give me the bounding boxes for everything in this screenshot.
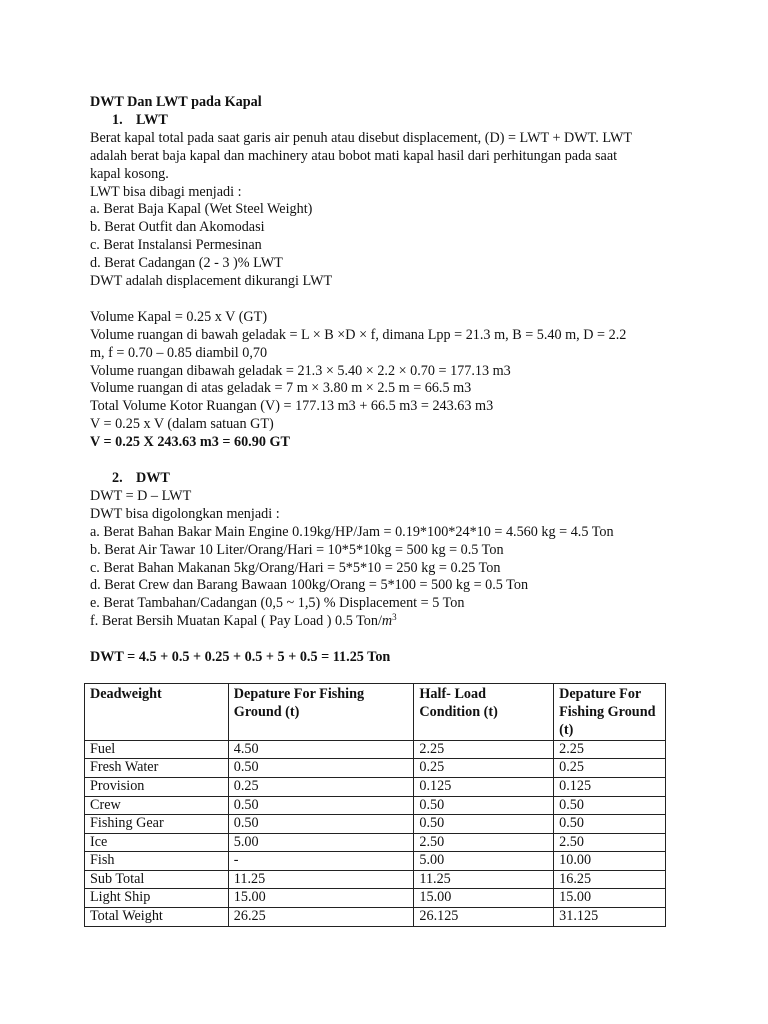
table-row	[85, 759, 666, 778]
table-cell: 11.25	[414, 870, 554, 889]
table-row	[85, 777, 666, 796]
table-header-cell: Half- Load Condition (t)	[414, 684, 554, 741]
table-header-cell: Depature For Fishing Ground (t)	[228, 684, 414, 741]
table-cell: 5.00	[414, 852, 554, 871]
table-cell: 31.125	[554, 908, 666, 927]
volume-result: V = 0.25 X 243.63 m3 = 60.90 GT	[90, 434, 290, 451]
table-cell: Total Weight	[85, 908, 229, 927]
dwt-list-item-f	[90, 613, 690, 631]
dwt-list-item: c. Berat Bahan Makanan 5kg/Orang/Hari = 5*5*10 = 250 kg = 0.25 Ton	[90, 559, 501, 576]
dwt-definition: DWT adalah displacement dikurangi LWT	[90, 273, 333, 290]
table-cell: 2.25	[554, 740, 666, 759]
table-cell: Fishing Gear	[85, 815, 229, 834]
table-cell: Fuel	[85, 740, 229, 759]
deadweight-table	[84, 683, 666, 927]
section-2-number: 2.	[112, 470, 123, 486]
lwt-list-item: d. Berat Cadangan (2 - 3 )% LWT	[90, 255, 283, 272]
table-cell: 10.00	[554, 852, 666, 871]
table-cell: 16.25	[554, 870, 666, 889]
dwt-formula: DWT = D – LWT	[90, 487, 192, 504]
table-cell: 0.50	[228, 796, 414, 815]
spacer	[90, 452, 690, 470]
table-cell: 0.125	[554, 777, 666, 796]
dwt-item-f-exponent: 3	[392, 612, 397, 623]
section-1-heading	[90, 112, 690, 130]
lwt-paragraph-line: kapal kosong.	[90, 165, 169, 182]
lwt-paragraph-line: Berat kapal total pada saat garis air penuh atau disebut displacement, (D) = LWT + DWT. LWT	[90, 129, 633, 146]
document-title: DWT Dan LWT pada Kapal	[90, 94, 262, 110]
table-cell: 0.50	[228, 815, 414, 834]
table-cell: 4.50	[228, 740, 414, 759]
table-cell: 15.00	[228, 889, 414, 908]
table-cell: 2.25	[414, 740, 554, 759]
dwt-item-f-unit: m	[381, 613, 393, 630]
volume-line: Volume ruangan di bawah geladak = L × B ×D × f, dimana Lpp = 21.3 m, B = 5.40 m, D = 2.2	[90, 326, 627, 343]
table-cell: 0.50	[228, 759, 414, 778]
table-row	[85, 833, 666, 852]
table-row	[85, 852, 666, 871]
table-cell: 26.125	[414, 908, 554, 927]
table-cell: 2.50	[414, 833, 554, 852]
table-cell: 0.125	[414, 777, 554, 796]
table-cell: 0.25	[414, 759, 554, 778]
spacer	[90, 631, 690, 649]
table-cell: 0.50	[414, 815, 554, 834]
dwt-list-item: b. Berat Air Tawar 10 Liter/Orang/Hari = 10*5*10kg = 500 kg = 0.5 Ton	[90, 541, 504, 558]
table-row	[85, 908, 666, 927]
dwt-list-item: e. Berat Tambahan/Cadangan (0,5 ~ 1,5) % Displacement = 5 Ton	[90, 595, 465, 612]
table-row	[85, 815, 666, 834]
dwt-list-item: a. Berat Bahan Bakar Main Engine 0.19kg/HP/Jam = 0.19*100*24*10 = 4.560 kg = 4.5 Ton	[90, 523, 614, 540]
table-cell: 0.50	[554, 796, 666, 815]
section-1-number: 1.	[112, 111, 123, 128]
table-header-row	[85, 684, 666, 741]
table-cell: 26.25	[228, 908, 414, 927]
table-cell: 11.25	[228, 870, 414, 889]
volume-line: Volume ruangan di atas geladak = 7 m × 3.80 m × 2.5 m = 66.5 m3	[90, 380, 472, 397]
lwt-list-item: c. Berat Instalansi Permesinan	[90, 237, 262, 254]
section-1-title: LWT	[136, 111, 168, 128]
table-cell: Sub Total	[85, 870, 229, 889]
table-cell: Fresh Water	[85, 759, 229, 778]
table-row	[85, 796, 666, 815]
document-body	[90, 94, 690, 667]
table-cell: 15.00	[414, 889, 554, 908]
dwt-list-item: d. Berat Crew dan Barang Bawaan 100kg/Orang = 5*100 = 500 kg = 0.5 Ton	[90, 577, 529, 594]
volume-line: m, f = 0.70 – 0.85 diambil 0,70	[90, 344, 268, 361]
lwt-list-item: a. Berat Baja Kapal (Wet Steel Weight)	[90, 201, 313, 218]
dwt-list-intro: DWT bisa digolongkan menjadi :	[90, 505, 280, 522]
table-cell: -	[228, 852, 414, 871]
volume-line: V = 0.25 x V (dalam satuan GT)	[90, 416, 274, 433]
volume-line: Total Volume Kotor Ruangan (V) = 177.13 m3 + 66.5 m3 = 243.63 m3	[90, 398, 494, 415]
table-cell: 15.00	[554, 889, 666, 908]
volume-line: Volume ruangan dibawah geladak = 21.3 × 5.40 × 2.2 × 0.70 = 177.13 m3	[90, 362, 511, 379]
table-cell: Ice	[85, 833, 229, 852]
table-row	[85, 740, 666, 759]
table-cell: 2.50	[554, 833, 666, 852]
dwt-total: DWT = 4.5 + 0.5 + 0.25 + 0.5 + 5 + 0.5 = 11.25 Ton	[90, 649, 391, 666]
volume-line: Volume Kapal = 0.25 x V (GT)	[90, 308, 268, 325]
table-cell: Crew	[85, 796, 229, 815]
table-cell: Fish	[85, 852, 229, 871]
table-cell: 0.25	[228, 777, 414, 796]
dwt-item-f-text: f. Berat Bersih Muatan Kapal ( Pay Load ) 0.5 Ton/	[90, 613, 382, 630]
table-cell: 0.50	[554, 815, 666, 834]
lwt-list-intro: LWT bisa dibagi menjadi :	[90, 183, 242, 200]
table-row	[85, 870, 666, 889]
table-row	[85, 889, 666, 908]
table-cell: 5.00	[228, 833, 414, 852]
table-cell: 0.25	[554, 759, 666, 778]
spacer	[90, 291, 690, 309]
table-cell: Light Ship	[85, 889, 229, 908]
section-2-title: DWT	[136, 470, 170, 486]
table-cell: 0.50	[414, 796, 554, 815]
lwt-paragraph-line: adalah berat baja kapal dan machinery atau bobot mati kapal hasil dari perhitungan pada saat	[90, 147, 618, 164]
table-header-cell: Deadweight	[85, 684, 229, 741]
lwt-list-item: b. Berat Outfit dan Akomodasi	[90, 219, 265, 236]
section-2-heading	[90, 470, 690, 488]
table-header-cell: Depature For Fishing Ground (t)	[554, 684, 666, 741]
table-cell: Provision	[85, 777, 229, 796]
